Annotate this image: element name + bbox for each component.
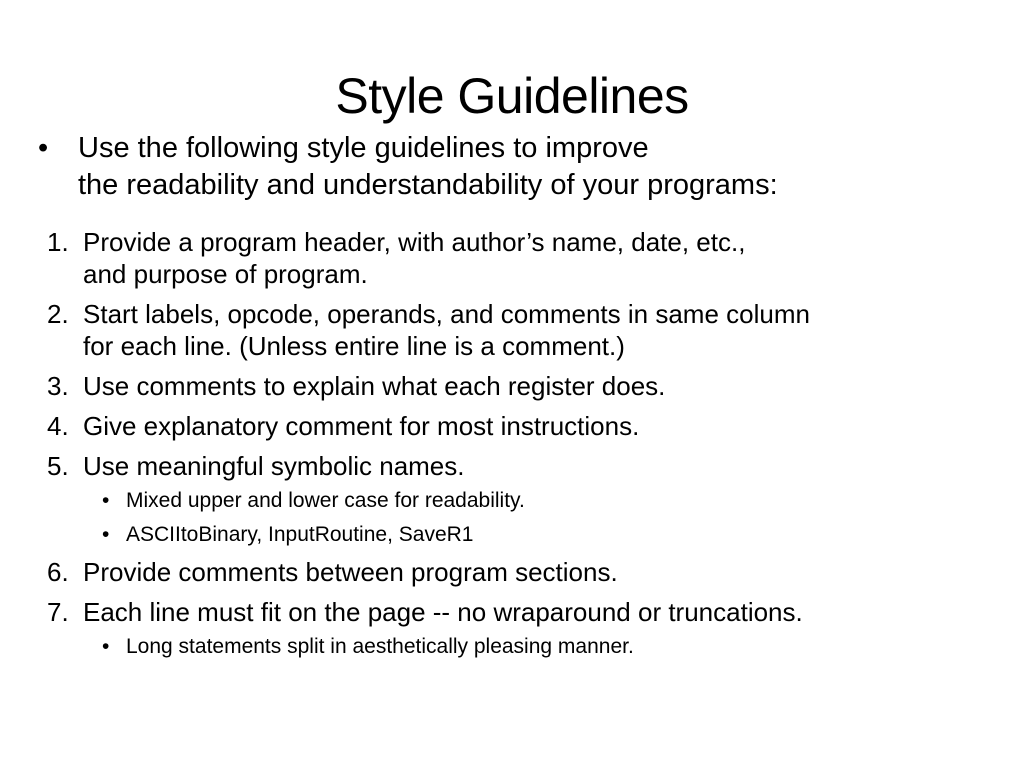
item-number: 1. (47, 227, 69, 257)
numbered-list (47, 226, 997, 668)
bullet-marker: • (102, 523, 110, 546)
item-line: Use comments to explain what each register does. (83, 371, 666, 401)
sub-list (102, 488, 997, 548)
item-line: Each line must fit on the page -- no wraparound or truncations. (83, 597, 803, 627)
lead-text (78, 130, 998, 204)
item-number: 5. (47, 451, 69, 481)
sub-list-item (102, 522, 997, 548)
item-line: Use meaningful symbolic names. (83, 451, 465, 481)
sub-item-text: ASCIItoBinary, InputRoutine, SaveR1 (126, 523, 474, 546)
sub-list-item (102, 488, 997, 514)
item-line: and purpose of program. (83, 259, 368, 289)
list-item (47, 450, 997, 482)
bullet-marker: • (102, 635, 110, 658)
bullet-marker: • (102, 489, 110, 512)
list-item (47, 556, 997, 588)
lead-line: the readability and understandability of your programs: (78, 169, 778, 201)
sub-item-text: Long statements split in aesthetically pleasing manner. (126, 635, 634, 658)
item-line: Provide comments between program sections. (83, 557, 618, 587)
lead-bullet-paragraph (38, 130, 998, 204)
item-number: 2. (47, 299, 69, 329)
bullet-marker: • (38, 132, 49, 164)
list-item (47, 410, 997, 442)
item-line: Start labels, opcode, operands, and comments in same column (83, 299, 810, 329)
item-line: Give explanatory comment for most instructions. (83, 411, 640, 441)
sub-item-text: Mixed upper and lower case for readability. (126, 489, 525, 512)
item-number: 7. (47, 597, 69, 627)
item-number: 4. (47, 411, 69, 441)
sub-list-item (102, 634, 997, 660)
lead-line: Use the following style guidelines to improve (78, 132, 649, 164)
slide-title: Style Guidelines (335, 68, 689, 124)
sub-list (102, 634, 997, 660)
item-line: Provide a program header, with author’s name, date, etc., (83, 227, 746, 257)
list-item (47, 370, 997, 402)
list-item (47, 226, 997, 290)
item-number: 6. (47, 557, 69, 587)
item-line: for each line. (Unless entire line is a comment.) (83, 331, 625, 361)
item-number: 3. (47, 371, 69, 401)
list-item (47, 298, 997, 362)
list-item (47, 596, 997, 628)
